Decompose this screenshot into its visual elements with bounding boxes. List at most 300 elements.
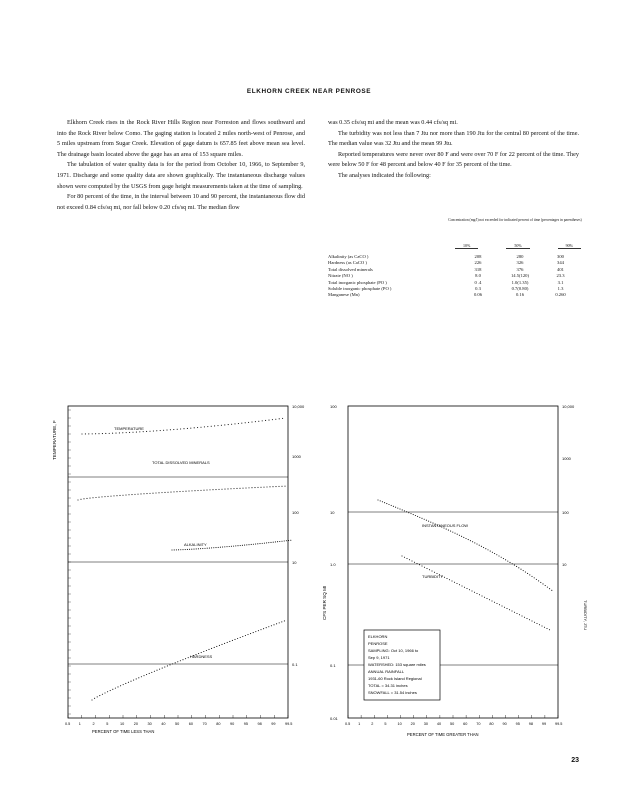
data-point bbox=[141, 676, 142, 677]
data-point bbox=[117, 686, 118, 687]
data-point bbox=[99, 695, 100, 696]
x-tick-label: 2 bbox=[371, 722, 374, 726]
data-point bbox=[177, 661, 178, 662]
x-tick-label: 60 bbox=[463, 722, 468, 726]
data-point bbox=[258, 421, 259, 422]
data-point bbox=[541, 625, 542, 626]
data-point bbox=[107, 496, 108, 497]
data-point bbox=[132, 432, 133, 433]
legend-line: SNOWFALL = 31.54 inches bbox=[368, 690, 417, 695]
data-point bbox=[414, 562, 415, 563]
data-point bbox=[98, 497, 99, 498]
data-point bbox=[160, 430, 161, 431]
data-point bbox=[224, 424, 225, 425]
concentration-header: Concentration (mg/l) not exceeded for indicated percent of time (percentages in parentheses) bbox=[448, 218, 582, 222]
data-point bbox=[242, 636, 243, 637]
data-point bbox=[444, 577, 445, 578]
data-point bbox=[476, 593, 477, 594]
data-point bbox=[491, 600, 492, 601]
chart-frame bbox=[68, 406, 288, 718]
data-point bbox=[242, 488, 243, 489]
data-point bbox=[233, 546, 234, 547]
page-number: 23 bbox=[571, 757, 579, 764]
data-point bbox=[151, 672, 152, 673]
data-point bbox=[171, 549, 172, 550]
value-10pct: 0.3 bbox=[475, 286, 481, 292]
data-point bbox=[95, 497, 96, 498]
data-point bbox=[404, 510, 405, 511]
left-axis-ticks bbox=[68, 410, 71, 714]
data-point bbox=[494, 553, 495, 554]
data-point bbox=[470, 540, 471, 541]
data-point bbox=[214, 425, 215, 426]
data-point bbox=[402, 509, 403, 510]
data-point bbox=[429, 569, 430, 570]
percent-header-row bbox=[455, 243, 581, 249]
data-point bbox=[529, 574, 530, 575]
data-point bbox=[276, 623, 277, 624]
data-point bbox=[204, 548, 205, 549]
x-axis-ticks bbox=[345, 715, 562, 726]
data-point bbox=[176, 491, 177, 492]
x-tick-label: 70 bbox=[202, 722, 207, 726]
data-point bbox=[489, 599, 490, 600]
data-point bbox=[200, 548, 201, 549]
left-tick-label: 100 bbox=[330, 404, 337, 409]
data-point bbox=[507, 561, 508, 562]
data-point bbox=[156, 670, 157, 671]
data-point bbox=[501, 557, 502, 558]
data-point bbox=[273, 624, 274, 625]
value-90pct: 23.3 bbox=[556, 273, 565, 279]
data-point bbox=[153, 430, 154, 431]
value-10pct: 0.06 bbox=[473, 292, 483, 298]
data-point bbox=[230, 488, 231, 489]
data-point bbox=[92, 433, 93, 434]
data-point bbox=[224, 643, 225, 644]
data-point bbox=[240, 545, 241, 546]
data-point bbox=[173, 491, 174, 492]
data-point bbox=[170, 429, 171, 430]
legend-line: ELKHORN bbox=[368, 634, 388, 639]
data-point bbox=[266, 542, 267, 543]
left-tick-label: 0.01 bbox=[330, 716, 338, 721]
x-tick-label: 95 bbox=[243, 722, 248, 726]
data-point bbox=[244, 545, 245, 546]
data-point bbox=[207, 548, 208, 549]
series-label: ALKALINITY bbox=[184, 542, 207, 547]
data-point bbox=[219, 645, 220, 646]
x-tick-label: 20 bbox=[410, 722, 415, 726]
legend-line: Sep 9, 1971 bbox=[368, 655, 390, 660]
data-point bbox=[457, 534, 458, 535]
data-point bbox=[172, 663, 173, 664]
data-point bbox=[238, 423, 239, 424]
data-point bbox=[178, 549, 179, 550]
data-point bbox=[104, 692, 105, 693]
data-point bbox=[468, 539, 469, 540]
data-point bbox=[128, 682, 129, 683]
data-point bbox=[454, 533, 455, 534]
data-point bbox=[514, 565, 515, 566]
data-point bbox=[549, 629, 550, 630]
data-point bbox=[534, 577, 535, 578]
data-point bbox=[469, 589, 470, 590]
data-point bbox=[273, 542, 274, 543]
right-tick-label: 1000 bbox=[562, 456, 571, 461]
data-point bbox=[182, 549, 183, 550]
data-point bbox=[134, 494, 135, 495]
data-point bbox=[257, 487, 258, 488]
data-point bbox=[245, 635, 246, 636]
data-point bbox=[270, 542, 271, 543]
data-point bbox=[176, 549, 177, 550]
data-point bbox=[526, 618, 527, 619]
data-point bbox=[275, 486, 276, 487]
x-tick-label: 40 bbox=[161, 722, 166, 726]
data-point bbox=[540, 582, 541, 583]
data-point bbox=[212, 489, 213, 490]
value-10pct: 208 bbox=[474, 254, 482, 259]
data-point bbox=[201, 652, 202, 653]
data-point bbox=[245, 487, 246, 488]
data-point bbox=[196, 548, 197, 549]
data-point bbox=[138, 677, 139, 678]
concentration-table bbox=[328, 254, 579, 299]
x-tick-label: 70 bbox=[476, 722, 481, 726]
x-tick-label: 30 bbox=[423, 722, 428, 726]
page-title: ELKHORN CREEK NEAR PENROSE bbox=[246, 88, 372, 95]
data-point bbox=[524, 617, 525, 618]
data-point bbox=[143, 431, 144, 432]
value-50pct: 1.0(1.35) bbox=[511, 279, 529, 285]
data-point bbox=[139, 431, 140, 432]
data-point bbox=[479, 594, 480, 595]
data-point bbox=[234, 639, 235, 640]
data-point bbox=[115, 433, 116, 434]
data-point bbox=[109, 433, 110, 434]
data-point bbox=[123, 684, 124, 685]
data-point bbox=[504, 607, 505, 608]
data-point bbox=[242, 545, 243, 546]
data-point bbox=[490, 551, 491, 552]
data-point bbox=[231, 424, 232, 425]
x-tick-label: 1 bbox=[358, 722, 361, 726]
row-name: Manganese (Mn) bbox=[328, 292, 360, 298]
series-label: HARDNESS bbox=[190, 654, 213, 659]
x-tick-label: 40 bbox=[436, 722, 442, 726]
data-point bbox=[255, 631, 256, 632]
data-point bbox=[179, 491, 180, 492]
data-point bbox=[536, 623, 537, 624]
data-point bbox=[255, 543, 256, 544]
data-point bbox=[498, 555, 499, 556]
x-tick-label: 1 bbox=[78, 722, 81, 726]
data-point bbox=[175, 662, 176, 663]
data-point bbox=[260, 487, 261, 488]
right-tick-label: 10 bbox=[292, 560, 297, 565]
data-point bbox=[272, 419, 273, 420]
data-point bbox=[107, 691, 108, 692]
data-point bbox=[98, 433, 99, 434]
data-point bbox=[92, 497, 93, 498]
data-point bbox=[492, 552, 493, 553]
value-10pct: 226 bbox=[474, 260, 482, 266]
data-point bbox=[83, 498, 84, 499]
row-name: Hardness (as CaCO ) bbox=[328, 260, 367, 266]
data-point bbox=[137, 494, 138, 495]
data-point bbox=[459, 584, 460, 585]
data-point bbox=[266, 486, 267, 487]
data-point bbox=[194, 490, 195, 491]
data-point bbox=[166, 430, 167, 431]
paragraph: was 0.35 cfs/sq mi and the mean was 0.44 cfs/sq mi. bbox=[328, 119, 458, 126]
data-point bbox=[263, 628, 264, 629]
data-point bbox=[546, 628, 547, 629]
data-point bbox=[182, 491, 183, 492]
left-tick-label: 1.0 bbox=[330, 562, 336, 567]
data-point bbox=[110, 496, 111, 497]
value-50pct: 326 bbox=[516, 260, 524, 266]
data-point bbox=[159, 669, 160, 670]
data-point bbox=[115, 688, 116, 689]
data-points bbox=[377, 499, 552, 630]
data-point bbox=[77, 499, 78, 500]
right-tick-label: 10,000 bbox=[562, 404, 575, 409]
x-tick-label: 20 bbox=[133, 722, 138, 726]
data-point bbox=[404, 557, 405, 558]
data-point bbox=[549, 588, 550, 589]
value-10pct: 8.0 bbox=[475, 273, 481, 279]
row-name: Alkalinity (as CaCO ) bbox=[328, 254, 369, 259]
legend-line: ANNUAL RAINFALL bbox=[368, 669, 405, 674]
data-point bbox=[538, 580, 539, 581]
data-point bbox=[501, 605, 502, 606]
data-point bbox=[382, 501, 383, 502]
data-point bbox=[519, 614, 520, 615]
data-point bbox=[485, 548, 486, 549]
data-point bbox=[248, 544, 249, 545]
value-50pct: 376 bbox=[516, 266, 524, 272]
data-point bbox=[268, 626, 269, 627]
data-point bbox=[514, 612, 515, 613]
data-point bbox=[465, 538, 466, 539]
data-point bbox=[136, 678, 137, 679]
data-point bbox=[454, 582, 455, 583]
data-point bbox=[221, 425, 222, 426]
data-point bbox=[228, 424, 229, 425]
data-point bbox=[209, 489, 210, 490]
data-point bbox=[208, 649, 209, 650]
right-tick-label: 1000 bbox=[292, 454, 301, 459]
y-axis-label: TEMPERATURE, F bbox=[52, 420, 57, 460]
data-point bbox=[262, 420, 263, 421]
right-tick-label: 10 bbox=[562, 562, 567, 567]
data-point bbox=[234, 423, 235, 424]
data-point bbox=[197, 490, 198, 491]
data-point bbox=[534, 622, 535, 623]
data-point bbox=[215, 547, 216, 548]
data-point bbox=[503, 558, 504, 559]
data-point bbox=[523, 570, 524, 571]
data-point bbox=[263, 487, 264, 488]
data-point bbox=[512, 563, 513, 564]
data-point bbox=[191, 549, 192, 550]
data-point bbox=[206, 650, 207, 651]
data-point bbox=[122, 432, 123, 433]
value-50pct: 0.16 bbox=[515, 292, 525, 298]
data-point bbox=[401, 555, 402, 556]
data-point bbox=[112, 689, 113, 690]
data-point bbox=[259, 543, 260, 544]
data-point bbox=[408, 512, 409, 513]
series-label: TURBIDITY bbox=[422, 574, 444, 579]
right-flow-chart bbox=[322, 400, 587, 738]
data-point bbox=[97, 696, 98, 697]
data-point bbox=[388, 504, 389, 505]
left-quality-chart bbox=[52, 400, 305, 734]
data-point bbox=[456, 583, 457, 584]
x-tick-label: 90 bbox=[502, 722, 507, 726]
data-point bbox=[393, 506, 394, 507]
x-axis-ticks bbox=[65, 715, 292, 726]
data-point bbox=[410, 513, 411, 514]
value-90pct: 0.260 bbox=[555, 292, 566, 298]
data-point bbox=[268, 420, 269, 421]
data-point bbox=[516, 566, 517, 567]
value-50pct: 14.5(120) bbox=[511, 273, 529, 279]
data-point bbox=[481, 595, 482, 596]
data-point bbox=[81, 433, 82, 434]
data-point bbox=[411, 560, 412, 561]
data-point bbox=[251, 487, 252, 488]
percent-header: 50% bbox=[506, 243, 529, 249]
x-tick-label: 99 bbox=[541, 722, 547, 726]
data-point bbox=[140, 493, 141, 494]
data-point bbox=[149, 431, 150, 432]
data-point bbox=[202, 548, 203, 549]
x-tick-label: 98 bbox=[257, 722, 262, 726]
data-point bbox=[272, 486, 273, 487]
data-point bbox=[479, 545, 480, 546]
data-point bbox=[128, 494, 129, 495]
data-point bbox=[386, 503, 387, 504]
paragraph: The analyses indicated the following: bbox=[338, 171, 431, 179]
data-point bbox=[450, 531, 451, 532]
data-point bbox=[125, 494, 126, 495]
paragraph: Reported temperatures were never over 80 F and were over 70 F for 22 percent of the time. They were below 50 F for 48 percent and below 40 F for 35 percent of the time. bbox=[328, 150, 579, 169]
data-point bbox=[149, 673, 150, 674]
data-point bbox=[237, 638, 238, 639]
data-point bbox=[154, 671, 155, 672]
value-50pct: 0.7(0.80) bbox=[511, 286, 529, 292]
data-point bbox=[377, 499, 378, 500]
data-point bbox=[229, 546, 230, 547]
data-point bbox=[474, 542, 475, 543]
data-point bbox=[545, 585, 546, 586]
value-90pct: 401 bbox=[557, 266, 564, 272]
data-point bbox=[116, 495, 117, 496]
x-tick-label: 2 bbox=[92, 722, 95, 726]
data-point bbox=[206, 489, 207, 490]
data-point bbox=[240, 637, 241, 638]
right-tick-label: 10,000 bbox=[292, 404, 305, 409]
data-point bbox=[409, 559, 410, 560]
data-point bbox=[474, 592, 475, 593]
row-name: Total inorganic phosphate (PO ) bbox=[328, 279, 387, 285]
right-text-column bbox=[328, 118, 579, 182]
x-tick-label: 0.5 bbox=[65, 722, 71, 726]
x-tick-label: 5 bbox=[106, 722, 109, 726]
data-point bbox=[494, 602, 495, 603]
data-point bbox=[509, 562, 510, 563]
data-point bbox=[143, 675, 144, 676]
right-tick-label: 100 bbox=[562, 510, 569, 515]
data-point bbox=[180, 428, 181, 429]
data-point bbox=[284, 540, 285, 541]
data-point bbox=[451, 580, 452, 581]
data-point bbox=[275, 541, 276, 542]
data-point bbox=[466, 588, 467, 589]
data-point bbox=[525, 571, 526, 572]
legend-box bbox=[364, 630, 440, 700]
data-point bbox=[236, 488, 237, 489]
data-point bbox=[506, 608, 507, 609]
data-point bbox=[271, 625, 272, 626]
data-point bbox=[203, 490, 204, 491]
data-point bbox=[496, 554, 497, 555]
legend-line: WATERSHED: 153 square miles bbox=[368, 662, 426, 667]
data-point bbox=[167, 492, 168, 493]
data-point bbox=[220, 547, 221, 548]
data-point bbox=[483, 547, 484, 548]
data-point bbox=[86, 498, 87, 499]
data-point bbox=[246, 544, 247, 545]
x-tick-label: 0.5 bbox=[345, 722, 351, 726]
data-point bbox=[112, 433, 113, 434]
data-point bbox=[89, 498, 90, 499]
data-point bbox=[146, 674, 147, 675]
data-point bbox=[188, 490, 189, 491]
data-point bbox=[104, 496, 105, 497]
row-name: Total dissolved minerals bbox=[328, 266, 373, 272]
data-point bbox=[481, 546, 482, 547]
data-point bbox=[448, 530, 449, 531]
x-tick-label: 50 bbox=[175, 722, 180, 726]
data-point bbox=[113, 495, 114, 496]
legend-line: PENROSE bbox=[368, 641, 388, 646]
data-point bbox=[265, 420, 266, 421]
data-point bbox=[193, 549, 194, 550]
data-point bbox=[472, 541, 473, 542]
data-point bbox=[102, 433, 103, 434]
left-axis-ticks bbox=[330, 404, 339, 721]
data-point bbox=[158, 492, 159, 493]
data-point bbox=[183, 428, 184, 429]
data-point bbox=[229, 641, 230, 642]
data-point bbox=[85, 433, 86, 434]
data-point bbox=[180, 660, 181, 661]
data-point bbox=[547, 587, 548, 588]
data-point bbox=[235, 545, 236, 546]
data-point bbox=[217, 425, 218, 426]
data-point bbox=[476, 544, 477, 545]
x-tick-label: 5 bbox=[384, 722, 387, 726]
data-point bbox=[421, 565, 422, 566]
data-point bbox=[521, 615, 522, 616]
x-tick-label: 98 bbox=[528, 722, 533, 726]
legend-line: 1931-60 Rock Island Regional bbox=[368, 676, 422, 681]
